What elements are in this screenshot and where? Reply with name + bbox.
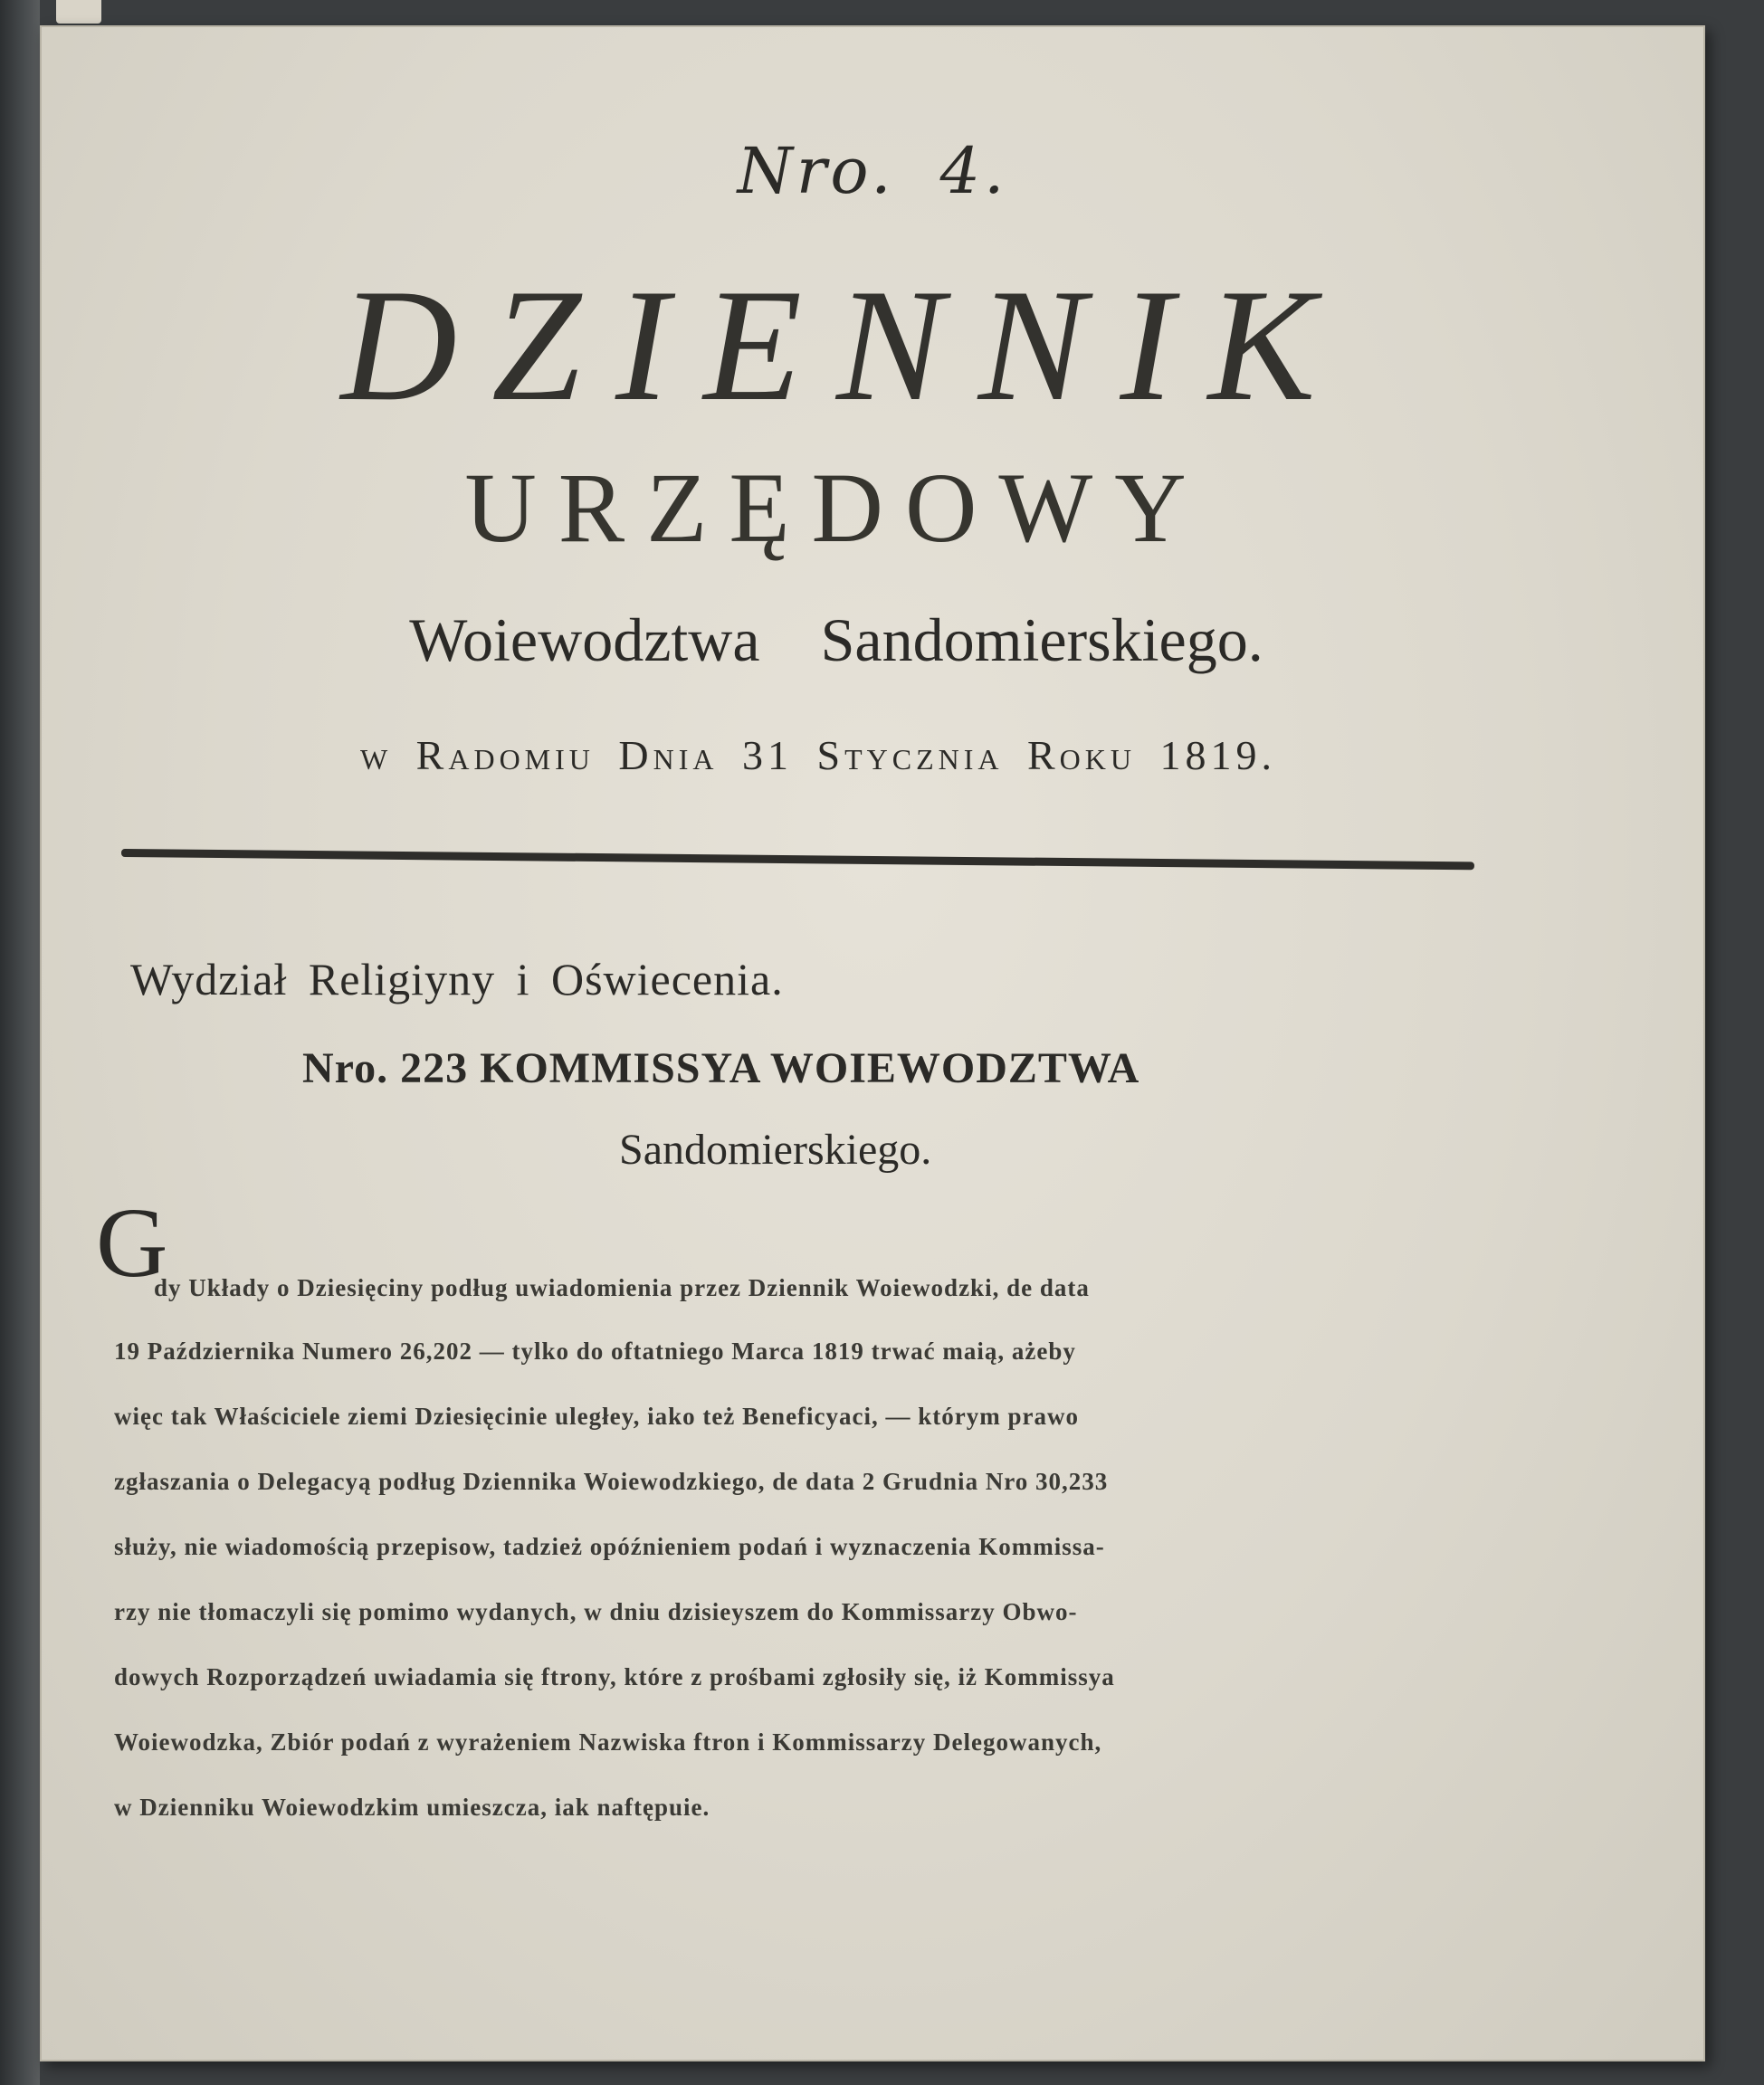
header-rule [121, 849, 1474, 870]
body-line: dowych Rozporządzeń uwiadamia się ftrony, które z prośbami zgłosiły się, iż Kommissya [114, 1663, 1115, 1690]
voivodeship-line: Woiewodztwa Sandomierskiego. [409, 605, 1263, 674]
commission-heading: Nro. 223 KOMMISSYA WOIEWODZTWA [302, 1044, 1140, 1092]
body-line: zgłaszania o Delegacyą podług Dziennika Woiewodzkiego, de data 2 Grudnia Nro 30,233 [114, 1468, 1109, 1495]
issue-number [40, 134, 1705, 208]
commission-heading-2: Sandomierskiego. [619, 1126, 932, 1174]
page-tab [56, 0, 101, 24]
body-line: służy, nie wiadomością przepisow, tadzież opóźnieniem podań i wyznaczenia Kommissa- [114, 1533, 1105, 1560]
body-line: w Dzienniku Woiewodzkim umieszcza, iak naftępuie. [114, 1794, 710, 1821]
masthead-subtitle: URZĘDOWY [464, 452, 1208, 563]
body-line: więc tak Właściciele ziemi Dziesięcinie uległey, iako też Beneficyaci, — którym prawo [114, 1403, 1080, 1430]
department-heading: Wydział Religiyny i Oświecenia. [130, 954, 784, 1004]
body-line: 19 Października Numero 26,202 — tylko do oftatniego Marca 1819 trwać maią, ażeby [114, 1338, 1076, 1365]
body-line: dy Układy o Dziesięciny podług uwiadomienia przez Dziennik Woiewodzki, de data [154, 1274, 1090, 1301]
issue-number-label: Nro. [737, 134, 895, 208]
issue-number-value: 4. [939, 134, 1008, 208]
document-page [40, 25, 1705, 2061]
body-line: rzy nie tłomaczyli się pomimo wydanych, w dniu dzisieyszem do Kommissarzy Obwo- [114, 1598, 1078, 1625]
masthead-title: DZIENNIK [340, 255, 1350, 434]
drop-cap: G [96, 1187, 168, 1298]
body-line: Woiewodzka, Zbiór podań z wyrażeniem Nazwiska ftron i Kommissarzy Delegowanych, [114, 1728, 1102, 1756]
dateline: w Radomiu Dnia 31 Stycznia Roku 1819. [359, 732, 1277, 778]
